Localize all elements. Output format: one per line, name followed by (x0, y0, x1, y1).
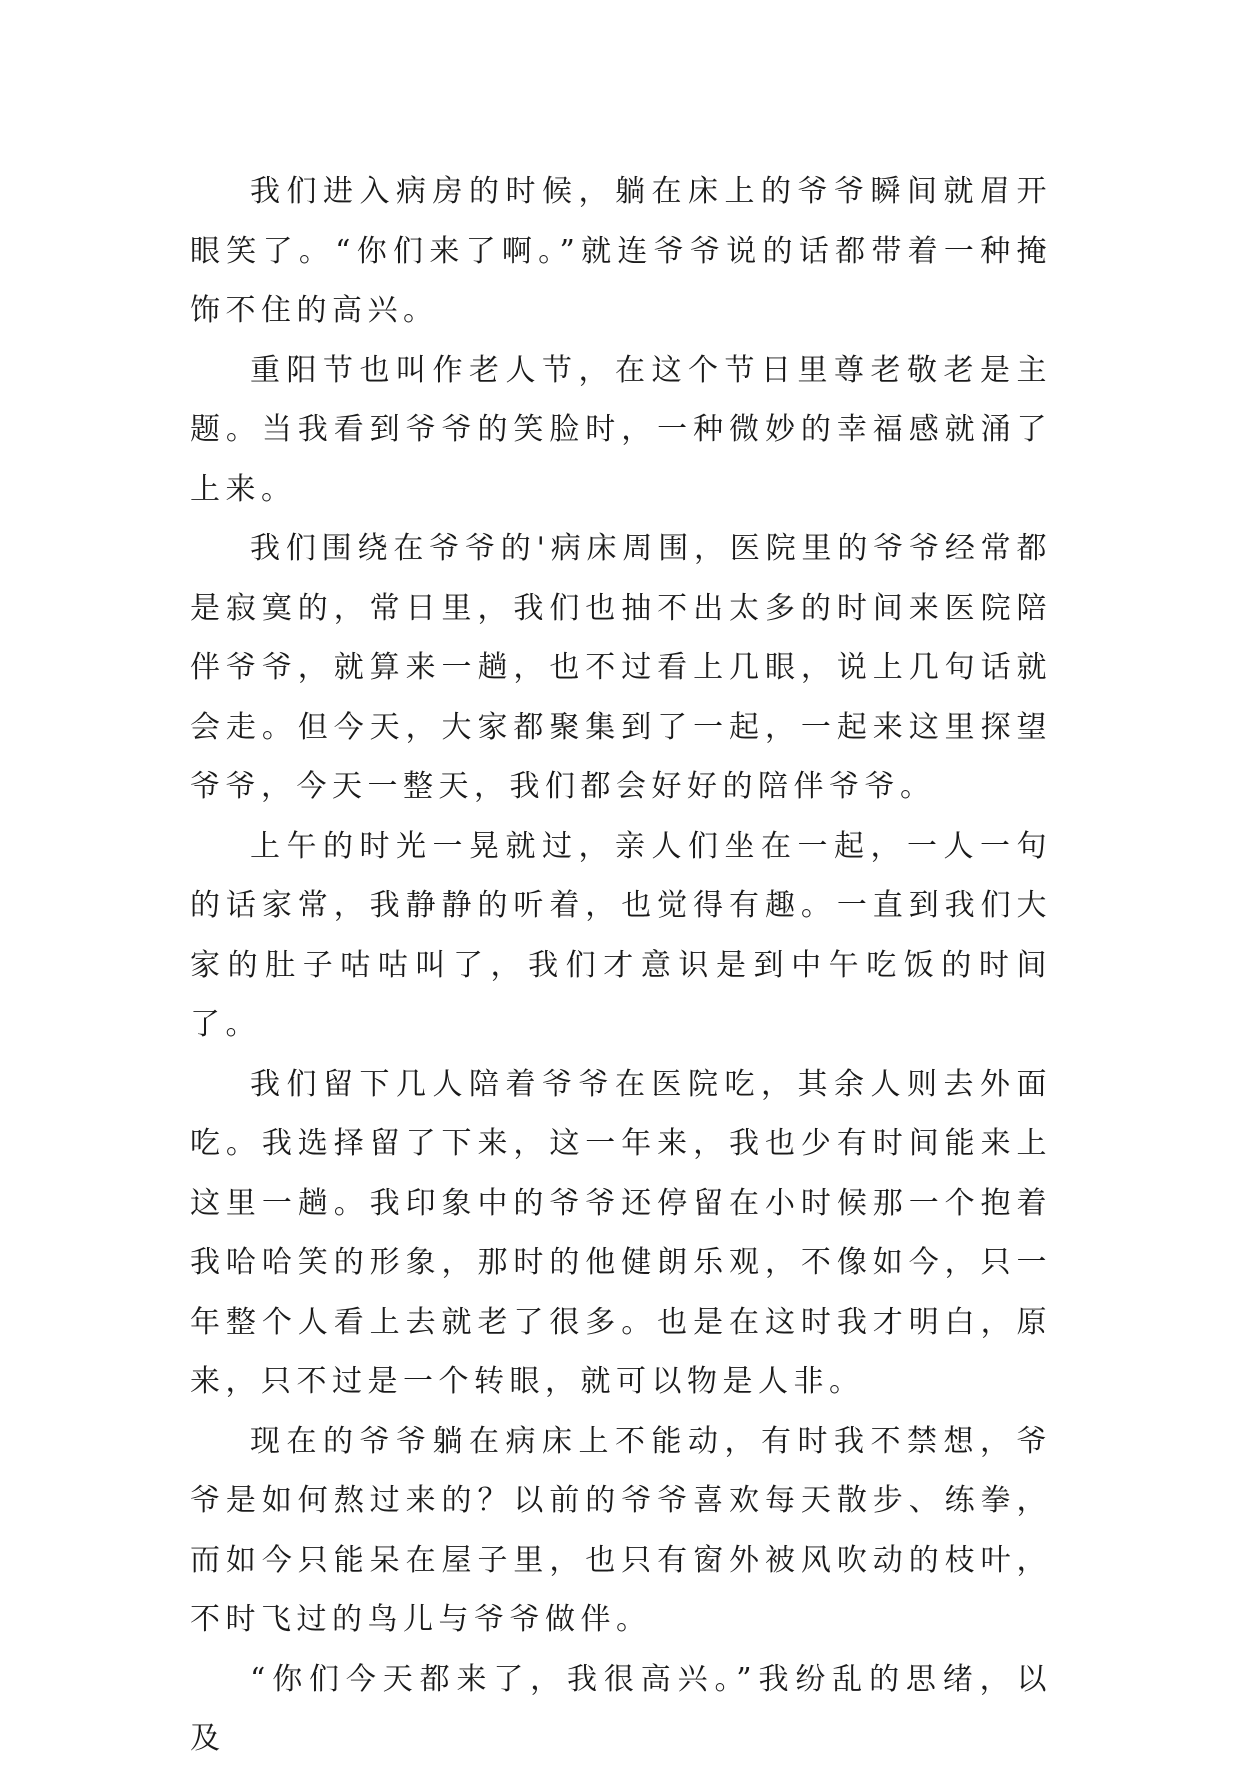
paragraph-1: 我们进入病房的时候，躺在床上的爷爷瞬间就眉开眼笑了。“你们来了啊。”就连爷爷说的话都带着一种掩饰不住的高兴。 (190, 174, 1052, 328)
paragraph-3: 我们围绕在爷爷的'病床周围，医院里的爷爷经常都是寂寞的，常日里，我们也抽不出太多的时间来医院陪伴爷爷，就算来一趟，也不过看上几眼，说上几句话就会走。但今天，大家都聚集到了一起，一起来这里探望爷爷，今天一整天，我们都会好好的陪伴爷爷。 (190, 531, 1052, 804)
paragraph-2: 重阳节也叫作老人节，在这个节日里尊老敬老是主题。当我看到爷爷的笑脸时，一种微妙的幸福感就涌了上来。 (190, 352, 1052, 507)
paragraph-6: 现在的爷爷躺在病床上不能动，有时我不禁想，爷爷是如何熬过来的？以前的爷爷喜欢每天散步、练拳，而如今只能呆在屋子里，也只有窗外被风吹动的枝叶，不时飞过的鸟儿与爷爷做伴。 (190, 1423, 1052, 1637)
paragraph-4: 上午的时光一晃就过，亲人们坐在一起，一人一句的话家常，我静静的听着，也觉得有趣。一直到我们大家的肚子咕咕叫了，我们才意识是到中午吃饭的时间了。 (190, 828, 1052, 1042)
paragraph-5: 我们留下几人陪着爷爷在医院吃，其余人则去外面吃。我选择留了下来，这一年来，我也少有时间能来上这里一趟。我印象中的爷爷还停留在小时候那一个抱着我哈哈笑的形象，那时的他健朗乐观，不像如今，只一年整个人看上去就老了很多。也是在这时我才明白，原来，只不过是一个转眼，就可以物是人非。 (190, 1066, 1052, 1399)
paragraph-7: “你们今天都来了，我很高兴。”我纷乱的思绪，以及 (190, 1661, 1052, 1756)
document-body (190, 162, 1052, 1769)
